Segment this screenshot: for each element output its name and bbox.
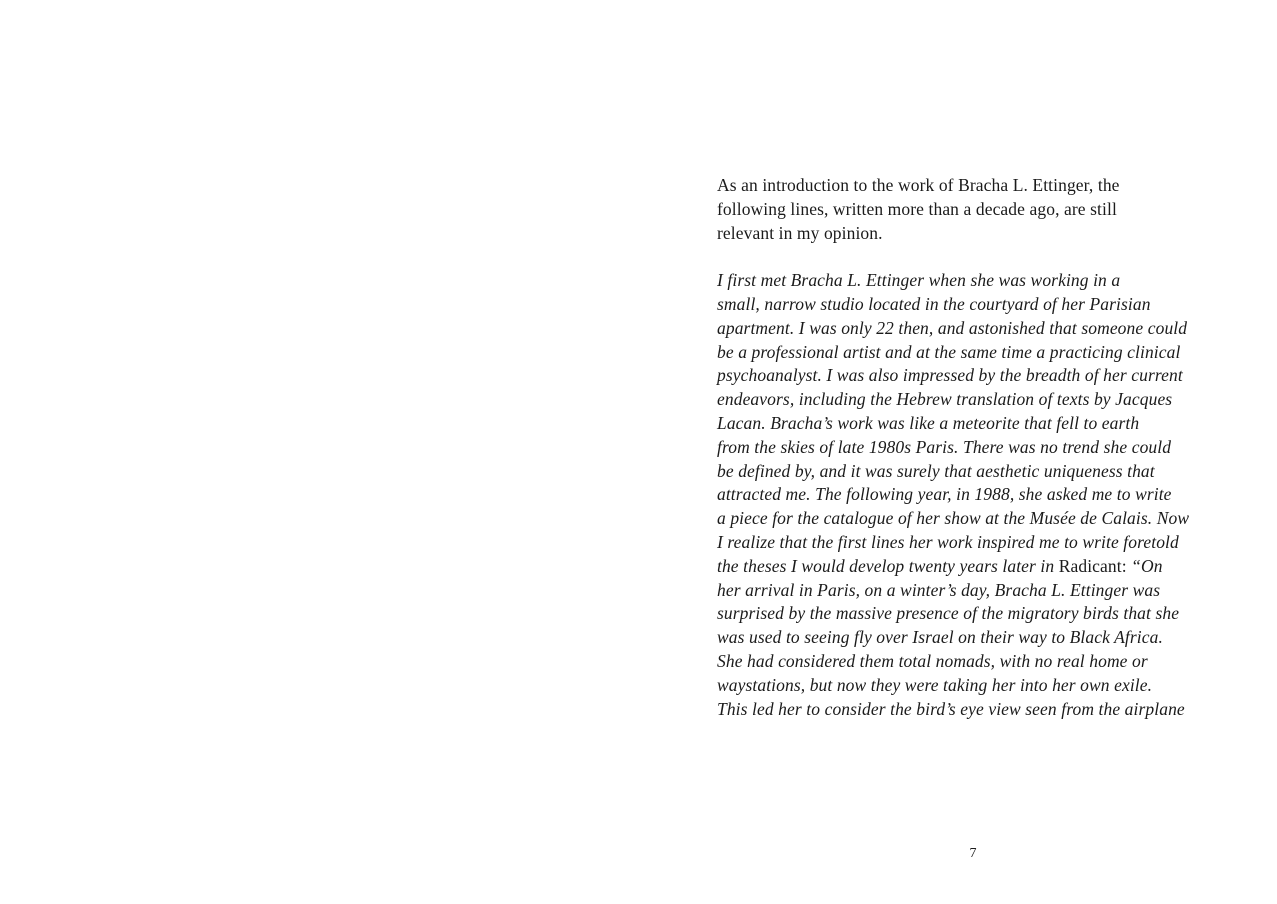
text-line: I first met Bracha L. Ettinger when she was working in a xyxy=(717,270,1121,291)
text-line: This led her to consider the bird’s eye view seen from the airplane xyxy=(717,698,1185,719)
text-line: I realize that the first lines her work inspired me to write foretold xyxy=(717,531,1179,552)
memoir-paragraph xyxy=(717,269,1229,721)
text-line: surprised by the massive presence of the migratory birds that she xyxy=(717,603,1180,624)
text-segment: the theses I would develop twenty years later in xyxy=(717,555,1059,576)
text-segment: “On xyxy=(1131,555,1163,576)
text-line: her arrival in Paris, on a winter’s day, Bracha L. Ettinger was xyxy=(717,579,1161,600)
text-line: was used to seeing fly over Israel on their way to Black Africa. xyxy=(717,627,1163,648)
text-line: from the skies of late 1980s Paris. There was no trend she could xyxy=(717,436,1172,457)
page-right xyxy=(639,0,1277,904)
text-line: Lacan. Bracha’s work was like a meteorite that fell to earth xyxy=(717,412,1140,433)
text-line: attracted me. The following year, in 1988, she asked me to write xyxy=(717,484,1172,505)
text-line: psychoanalyst. I was also impressed by the breadth of her current xyxy=(717,365,1183,386)
text-line: be defined by, and it was surely that aesthetic uniqueness that xyxy=(717,460,1155,481)
text-line: endeavors, including the Hebrew translation of texts by Jacques xyxy=(717,389,1173,410)
text-block xyxy=(717,174,1229,721)
text-line: waystations, but now they were taking her into her own exile. xyxy=(717,674,1153,695)
text-line: a piece for the catalogue of her show at the Musée de Calais. Now xyxy=(717,508,1190,529)
text-line: be a professional artist and at the same time a practicing clinical xyxy=(717,341,1181,362)
intro-paragraph xyxy=(717,174,1229,245)
text-line: relevant in my opinion. xyxy=(717,222,883,243)
page-number: 7 xyxy=(969,846,977,861)
text-line xyxy=(717,555,1229,579)
text-line: following lines, written more than a decade ago, are still xyxy=(717,198,1117,219)
text-line: apartment. I was only 22 then, and astonished that someone could xyxy=(717,317,1188,338)
text-line: small, narrow studio located in the courtyard of her Parisian xyxy=(717,293,1151,314)
text-line: As an introduction to the work of Bracha L. Ettinger, the xyxy=(717,175,1120,195)
text-segment: Radicant: xyxy=(1058,555,1132,576)
text-line: She had considered them total nomads, with no real home or xyxy=(717,650,1148,671)
